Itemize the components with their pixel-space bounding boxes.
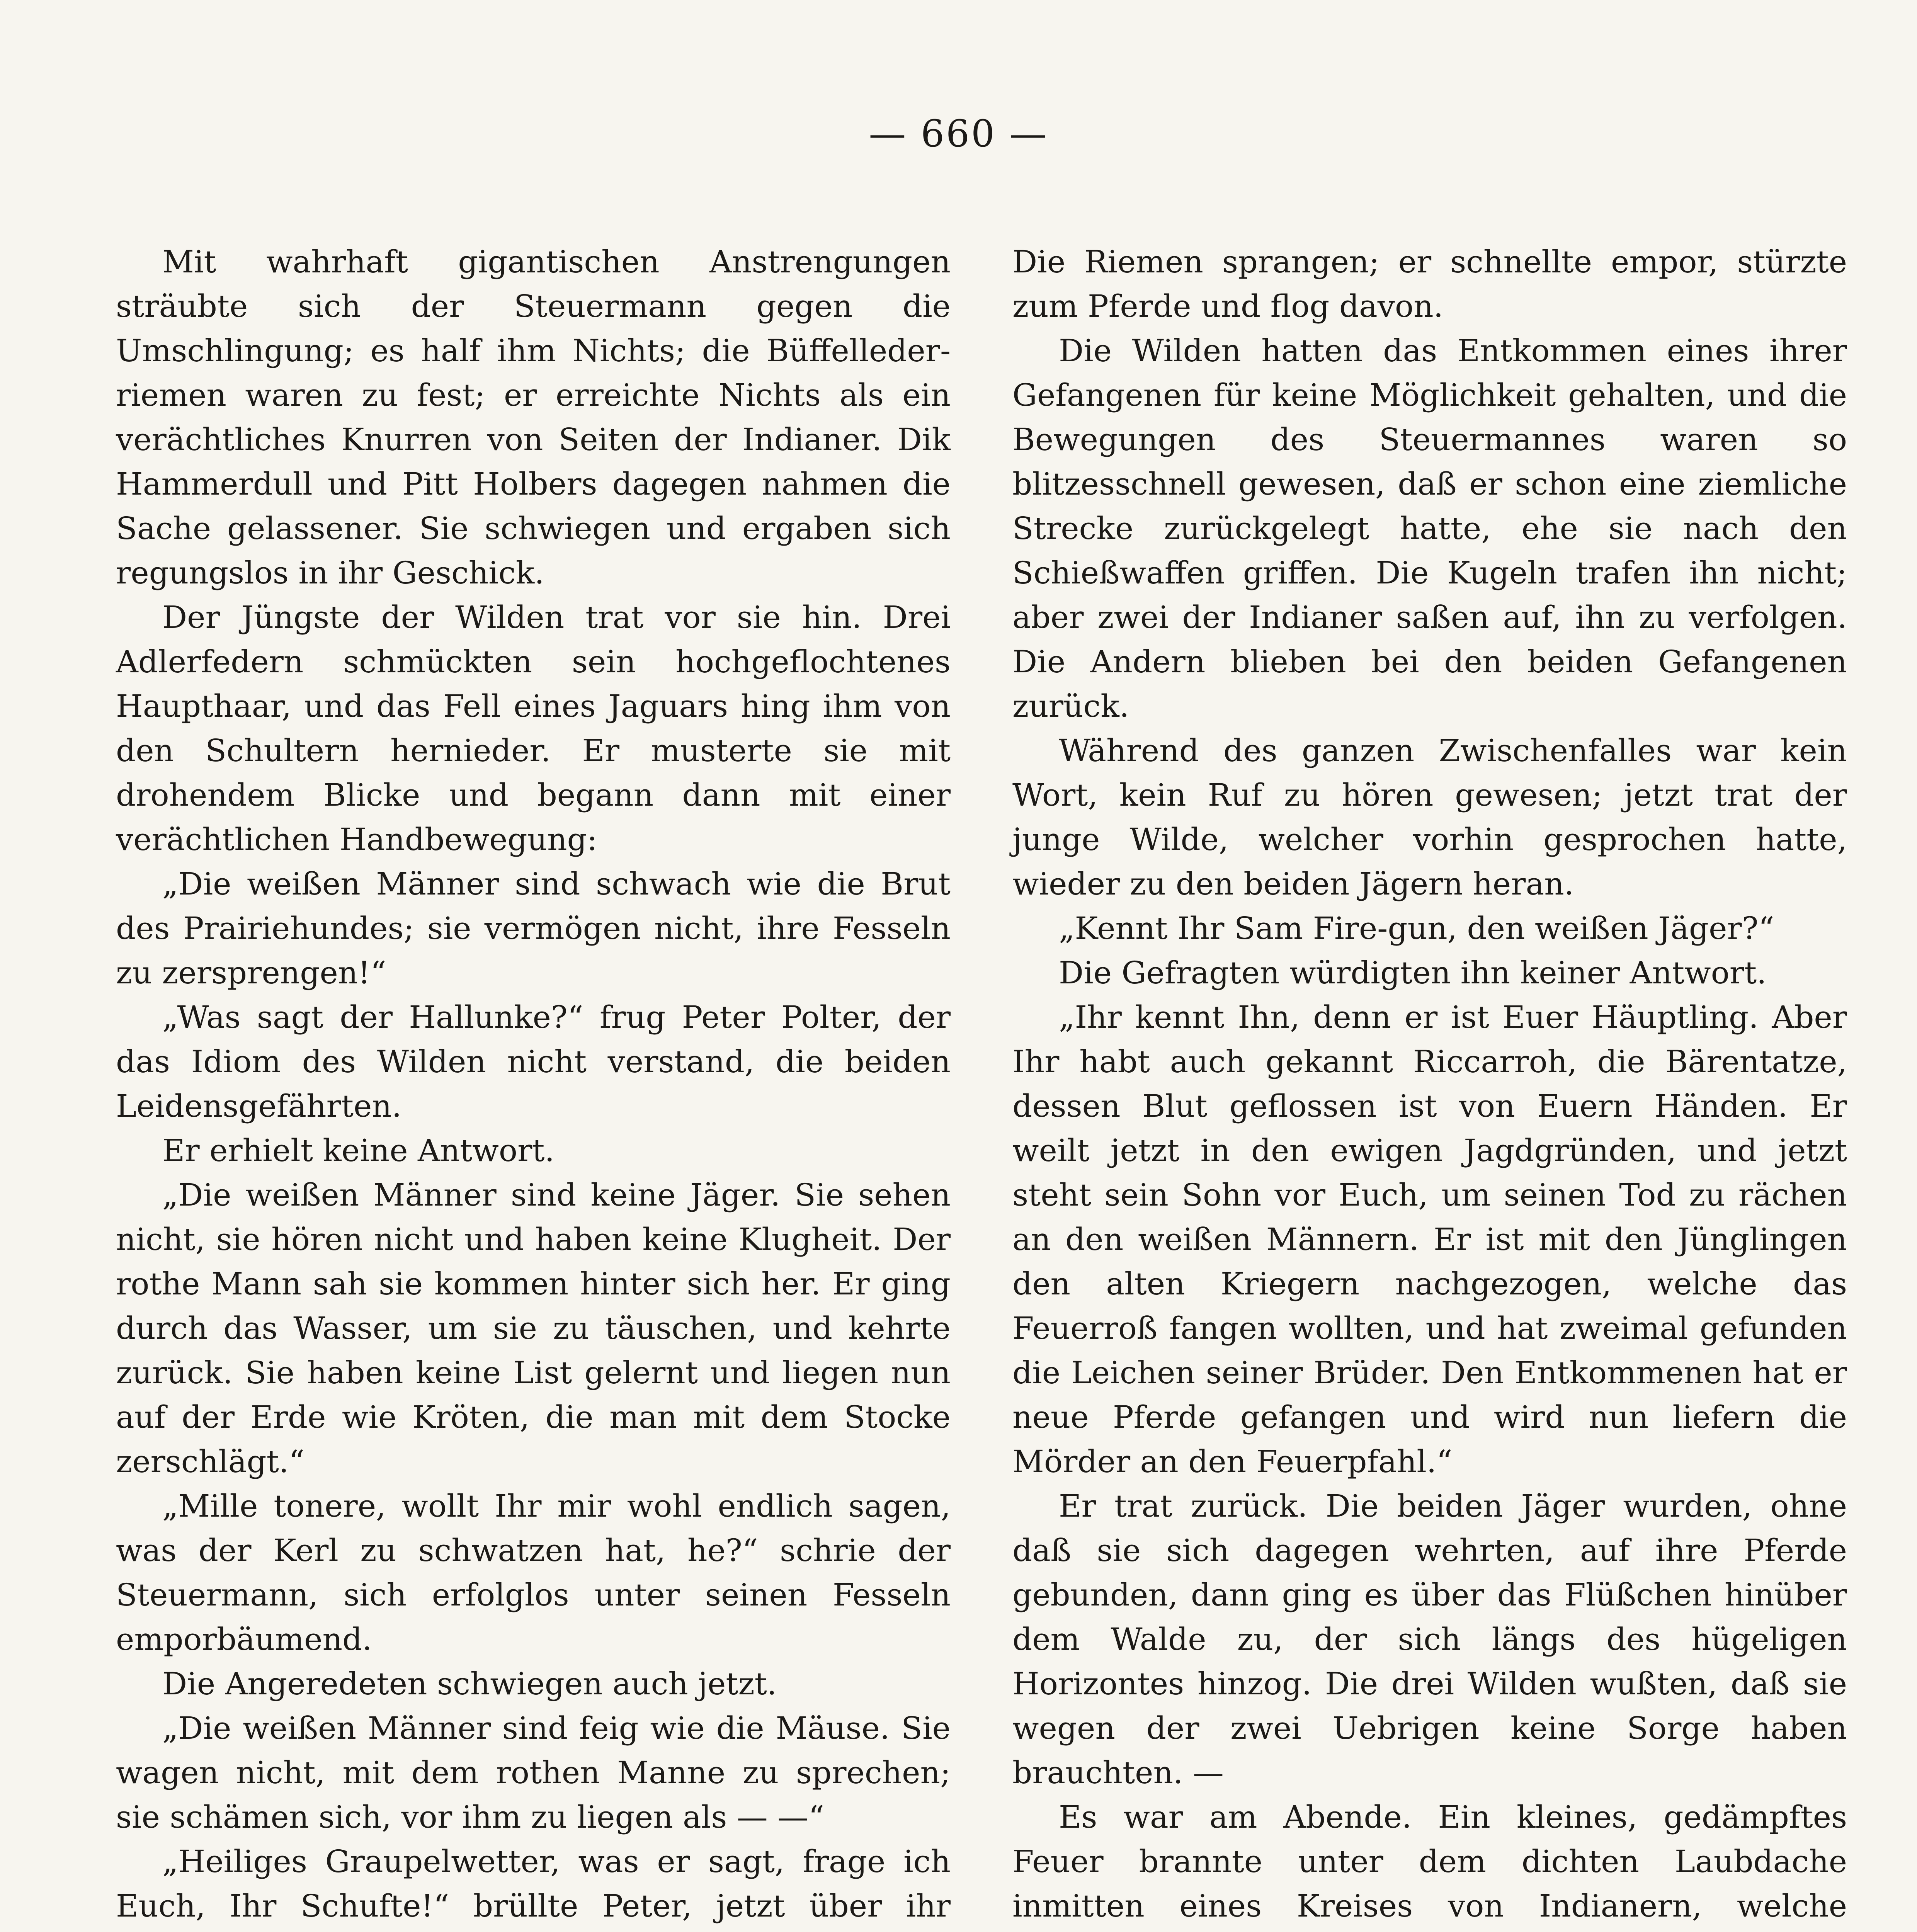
page-number: — 660 — bbox=[869, 112, 1048, 155]
paragraph: Die Gefragten würdigten ihn keiner Antwort. bbox=[1059, 955, 1767, 991]
paragraph: Während des ganzen Zwischenfalles war kein Wort, kein Ruf zu hören gewesen; jetzt trat der junge Wilde, welcher vorhin gesprochen hatte, wieder zu den beiden Jägern heran. bbox=[1012, 733, 1847, 902]
paragraph: „Die weißen Männer sind schwach wie die Brut des Prairiehundes; sie vermögen nicht, ihre Fesseln zu zersprengen!“ bbox=[116, 866, 951, 991]
left-column bbox=[116, 240, 951, 1932]
paragraph: Der Jüngste der Wilden trat vor sie hin. Drei Adlerfedern schmückten sein hochgeflochtenes Haupthaar, und das Fell eines Jaguars hing ihm von den Schultern hernieder. Er musterte sie mit drohendem Blicke und begann dann mit einer verächtlichen Handbewegung: bbox=[116, 599, 951, 857]
right-column bbox=[1012, 240, 1847, 1932]
paragraph: „Mille tonere, wollt Ihr mir wohl endlich sagen, was der Kerl zu schwatzen hat, he?“ schrie der Steuermann, sich erfolglos unter seinen Fesseln emporbäumend. bbox=[116, 1488, 951, 1657]
paragraph: „Heiliges Graupelwetter, was er sagt, frage ich Euch, Ihr Schufte!“ brüllte Peter, jetzt über ihr bbox=[116, 1844, 951, 1924]
paragraph: Die Riemen sprangen; er schnellte empor, stürzte zum Pferde und flog davon. bbox=[1012, 244, 1847, 324]
paragraph: „Was sagt der Hallunke?“ frug Peter Polter, der das Idiom des Wilden nicht verstand, die beiden Leidensgefährten. bbox=[116, 999, 951, 1124]
paragraph: Er trat zurück. Die beiden Jäger wurden, ohne daß sie sich dagegen wehrten, auf ihre Pferde gebunden, dann ging es über das Flüßchen hinüber dem Walde zu, der sich längs des hügeligen Horizontes hinzog. Die drei Wilden wußten, daß sie wegen der zwei Uebrigen keine Sorge haben brauchten. — bbox=[1012, 1488, 1847, 1791]
paragraph: „Kennt Ihr Sam Fire-gun, den weißen Jäger?“ bbox=[1059, 910, 1774, 946]
paragraph: Er erhielt keine Antwort. bbox=[162, 1133, 555, 1168]
paragraph: Mit wahrhaft gigantischen Anstrengungen sträubte sich der Steuermann gegen die Umschlingung; es half ihm Nichts; die Büffellederriemen waren zu fest; er erreichte Nichts als ein verächtliches Knurren von Seiten der Indianer. Dik Hammerdull und Pitt Holbers dagegen nahmen die Sache gelassener. Sie schwiegen und ergaben sich regungslos in ihr Geschick. bbox=[116, 244, 951, 591]
paragraph: Es war am Abende. Ein kleines, gedämpftes Feuer brannte unter dem dichten Laubdache inmitten eines Kreises von Indianern, welche bbox=[1012, 1799, 1847, 1924]
paragraph: Die Wilden hatten das Entkommen eines ihrer Gefangenen für keine Möglichkeit gehalten, und die Bewegungen des Steuermannes waren so blitzesschnell gewesen, daß er schon eine ziemliche Strecke zurückgelegt hatte, ehe sie nach den Schießwaffen griffen. Die Kugeln trafen ihn nicht; aber zwei der Indianer saßen auf, ihn zu verfolgen. Die Andern blieben bei den beiden Gefangenen zurück. bbox=[1012, 333, 1847, 724]
paragraph: „Die weißen Männer sind feig wie die Mäuse. Sie wagen nicht, mit dem rothen Manne zu sprechen; sie schämen sich, vor ihm zu liegen als — —“ bbox=[116, 1710, 951, 1835]
paragraph: „Die weißen Männer sind keine Jäger. Sie sehen nicht, sie hören nicht und haben keine Klugheit. Der rothe Mann sah sie kommen hinter sich her. Er ging durch das Wasser, um sie zu täuschen, und kehrte zurück. Sie haben keine List gelernt und liegen nun auf der Erde wie Kröten, die man mit dem Stocke zerschlägt.“ bbox=[116, 1177, 951, 1480]
paragraph: Die Angeredeten schwiegen auch jetzt. bbox=[162, 1666, 777, 1702]
paragraph: „Ihr kennt Ihn, denn er ist Euer Häuptling. Aber Ihr habt auch gekannt Riccarroh, die Bärentatze, dessen Blut geflossen ist von Euern Händen. Er weilt jetzt in den ewigen Jagdgründen, und jetzt steht sein Sohn vor Euch, um seinen Tod zu rächen an den weißen Männern. Er ist mit den Jünglingen den alten Kriegern nachgezogen, welche das Feuerroß fangen wollten, und hat zweimal gefunden die Leichen seiner Brüder. Den Entkommenen hat er neue Pferde gefangen und wird nun liefern die Mörder an den Feuerpfahl.“ bbox=[1012, 999, 1847, 1480]
